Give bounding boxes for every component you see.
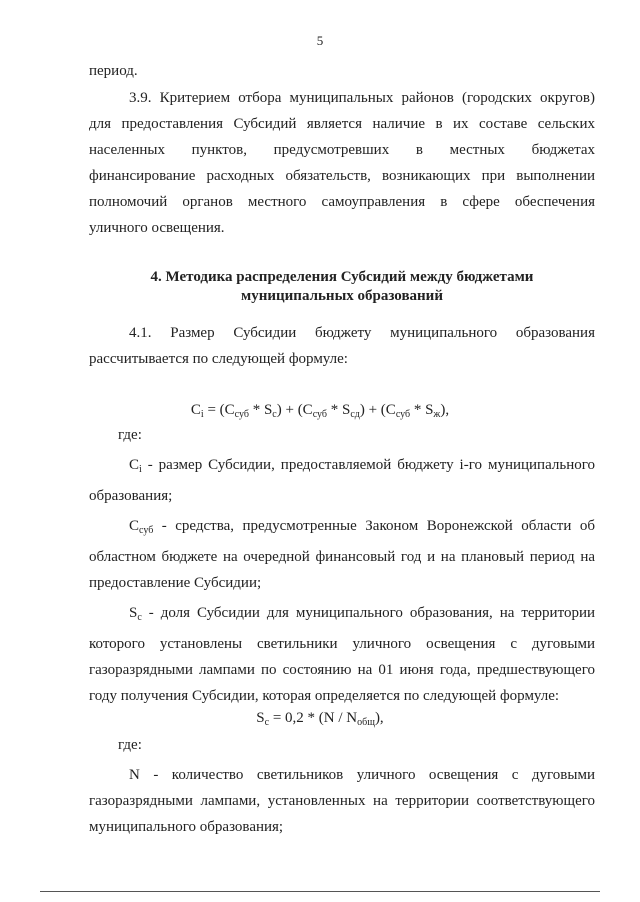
text-line: областном бюджете на очередной финансовый год и на плановый период на <box>89 549 595 565</box>
formula-subscript: с <box>272 409 277 420</box>
section-heading-line: муниципальных образований <box>241 288 443 304</box>
def-symbol: C <box>129 518 140 534</box>
paragraph-continuation <box>89 58 595 84</box>
definition-csub <box>89 513 595 544</box>
def-subscript: с <box>137 612 142 623</box>
def-subscript: суб <box>139 525 154 536</box>
text-line: уличного освещения. <box>89 220 225 236</box>
text-line: полномочий органов местного самоуправления в сфере обеспечения <box>89 194 595 210</box>
formula-subscript: сд <box>350 409 360 420</box>
formula-symbol: S <box>256 710 265 726</box>
formula-text: * S <box>248 402 273 418</box>
formula-subscript: i <box>200 409 204 420</box>
formula-text: = 0,2 * (N / N <box>269 710 358 726</box>
formula-subscript: с <box>264 717 270 728</box>
definition-n <box>89 762 595 840</box>
definition-ci <box>89 452 595 483</box>
text-line: 3.9. Критерием отбора муниципальных районов (городских округов) <box>129 90 595 106</box>
text-line: N - количество светильников уличного освещения с дуговыми <box>129 767 595 783</box>
definition-sc <box>89 600 595 631</box>
formula-text: * S <box>410 402 434 418</box>
def-symbol: C <box>129 457 140 473</box>
formula-subscript: ж <box>433 409 441 420</box>
def-subscript: i <box>139 464 142 475</box>
section-heading-line: 4. Методика распределения Субсидий между бюджетами <box>150 269 534 285</box>
text-line: которого установлены светильники уличного освещения с дуговыми <box>89 636 595 652</box>
text-line: - размер Субсидии, предоставляемой бюджету i-го муниципального <box>141 457 595 473</box>
def-symbol: S <box>129 605 138 621</box>
formula-subscript: суб <box>234 409 249 420</box>
formula-subscript: суб <box>312 409 327 420</box>
formula-text: = (C <box>203 402 235 418</box>
text-line: муниципального образования; <box>89 819 284 835</box>
where-label: где: <box>118 427 142 443</box>
formula-subsidy <box>0 402 640 420</box>
text-line: период. <box>89 63 138 79</box>
section-heading <box>89 268 595 306</box>
text-line: - средства, предусмотренные Законом Воронежской области об <box>153 518 595 534</box>
text-line: газоразрядными лампами по состоянию на 01 июня года, предшествующего <box>89 662 595 678</box>
text-line: предоставление Субсидии; <box>89 575 262 591</box>
where-label: где: <box>118 737 142 753</box>
text-line: - доля Субсидии для муниципального образования, на территории <box>141 605 595 621</box>
formula-symbol: C <box>190 402 201 418</box>
text-line: газоразрядными лампами, установленных на территории соответствующего <box>89 793 595 809</box>
text-line: 4.1. Размер Субсидии бюджету муниципального образования <box>129 325 595 341</box>
text-line: финансирование расходных обязательств, возникающих при выполнении <box>89 168 595 184</box>
text-line: для предоставления Субсидий является наличие в их составе сельских <box>89 116 595 132</box>
page-number: 5 <box>316 33 324 48</box>
text-line: населенных пунктов, предусмотревших в местных бюджетах <box>89 142 595 158</box>
paragraph-4-1 <box>89 320 595 372</box>
formula-text: ), <box>440 402 450 418</box>
paragraph-3-9 <box>89 85 595 241</box>
text-line: рассчитывается по следующей формуле: <box>89 351 348 367</box>
definitions-block <box>89 452 595 709</box>
formula-text: * S <box>326 402 351 418</box>
formula-share <box>0 710 640 728</box>
formula-text: ) + (C <box>276 402 313 418</box>
page-bottom-rule <box>40 891 600 892</box>
text-line: году получения Субсидии, которая определяется по следующей формуле: <box>89 688 560 704</box>
formula-subscript: общ <box>357 717 375 728</box>
text-line: образования; <box>89 488 173 504</box>
formula-subscript: суб <box>395 409 411 420</box>
formula-text: ), <box>374 710 384 726</box>
formula-text: ) + (C <box>359 402 396 418</box>
